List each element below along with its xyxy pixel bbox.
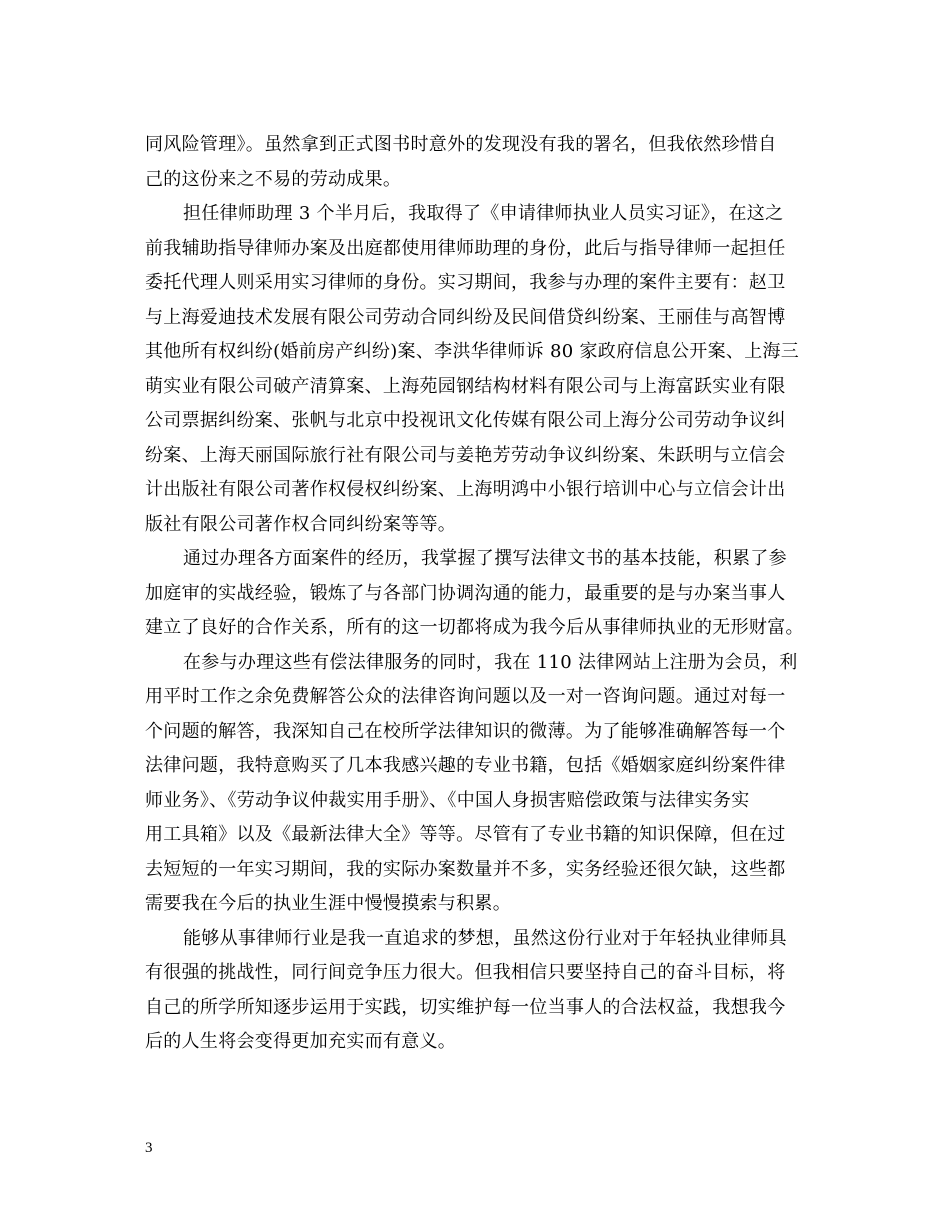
text-line: 需要我在今后的执业生涯中慢慢摸索与积累。 — [145, 893, 511, 914]
text-line: 用工具箱》以及《最新法律大全》等等。尽管有了专业书籍的知识保障，但在过 — [145, 824, 786, 845]
text-line: 担任律师助理 3 个半月后，我取得了《申请律师执业人员实习证》，在这之 — [183, 203, 784, 224]
text-line: 去短短的一年实习期间，我的实际办案数量并不多，实务经验还很欠缺，这些都 — [145, 858, 786, 880]
text-line: 公司票据纠纷案、张帆与北京中投视讯文化传媒有限公司上海分公司劳动争议纠 — [145, 410, 786, 431]
text-line: 计出版社有限公司著作权侵权纠纷案、上海明鸿中小银行培训中心与立信会计出 — [145, 479, 786, 500]
text-line: 能够从事律师行业是我一直追求的梦想，虽然这份行业对于年轻执业律师具 — [183, 927, 787, 949]
text-line: 后的人生将会变得更加充实而有意义。 — [145, 1031, 457, 1052]
text-line: 其他所有权纠纷(婚前房产纠纷)案、李洪华律师诉 80 家政府信息公开案、上海三 — [145, 341, 800, 362]
text-line: 有很强的挑战性，同行间竞争压力很大。但我相信只要坚持自己的奋斗目标，将 — [145, 962, 786, 983]
text-line: 在参与办理这些有偿法律服务的同时，我在 110 法律网站上注册为会员，利 — [183, 651, 798, 673]
text-line: 法律问题，我特意购买了几本我感兴趣的专业书籍，包括《婚姻家庭纠纷案件律 — [145, 755, 786, 776]
text-line: 前我辅助指导律师办案及出庭都使用律师助理的身份，此后与指导律师一起担任 — [145, 237, 786, 259]
text-line: 个问题的解答，我深知自己在校所学法律知识的微薄。为了能够准确解答每一个 — [145, 720, 786, 742]
text-line: 委托代理人则采用实习律师的身份。实习期间，我参与办理的案件主要有：赵卫 — [145, 272, 786, 293]
text-line: 同风险管理》。虽然拿到正式图书时意外的发现没有我的署名，但我依然珍惜自 — [145, 134, 777, 155]
text-line: 建立了良好的合作关系，所有的这一切都将成为我今后从事律师执业的无形财富。 — [145, 617, 804, 638]
page-number: 3 — [145, 1140, 153, 1156]
text-line: 纷案、上海天丽国际旅行社有限公司与姜艳芳劳动争议纠纷案、朱跃明与立信会 — [145, 444, 786, 466]
text-line: 萌实业有限公司破产清算案、上海苑园钢结构材料有限公司与上海富跃实业有限 — [145, 375, 786, 397]
document-body — [145, 128, 810, 1060]
text-line: 通过办理各方面案件的经历，我掌握了撰写法律文书的基本技能，积累了参 — [183, 548, 787, 569]
text-line: 与上海爱迪技术发展有限公司劳动合同纠纷及民间借贷纠纷案、王丽佳与高智博 — [145, 306, 786, 328]
text-line: 版社有限公司著作权合同纠纷案等等。 — [145, 513, 457, 535]
text-line: 用平时工作之余免费解答公众的法律咨询问题以及一对一咨询问题。通过对每一 — [145, 686, 786, 707]
text-line: 己的这份来之不易的劳动成果。 — [145, 168, 402, 190]
text-line: 加庭审的实战经验，锻炼了与各部门协调沟通的能力，最重要的是与办案当事人 — [145, 582, 786, 604]
text-line: 自己的所学所知逐步运用于实践，切实维护每一位当事人的合法权益，我想我今 — [145, 996, 786, 1018]
text-line: 师业务》、《劳动争议仲裁实用手册》、《中国人身损害赔偿政策与法律实务实 — [145, 789, 750, 811]
